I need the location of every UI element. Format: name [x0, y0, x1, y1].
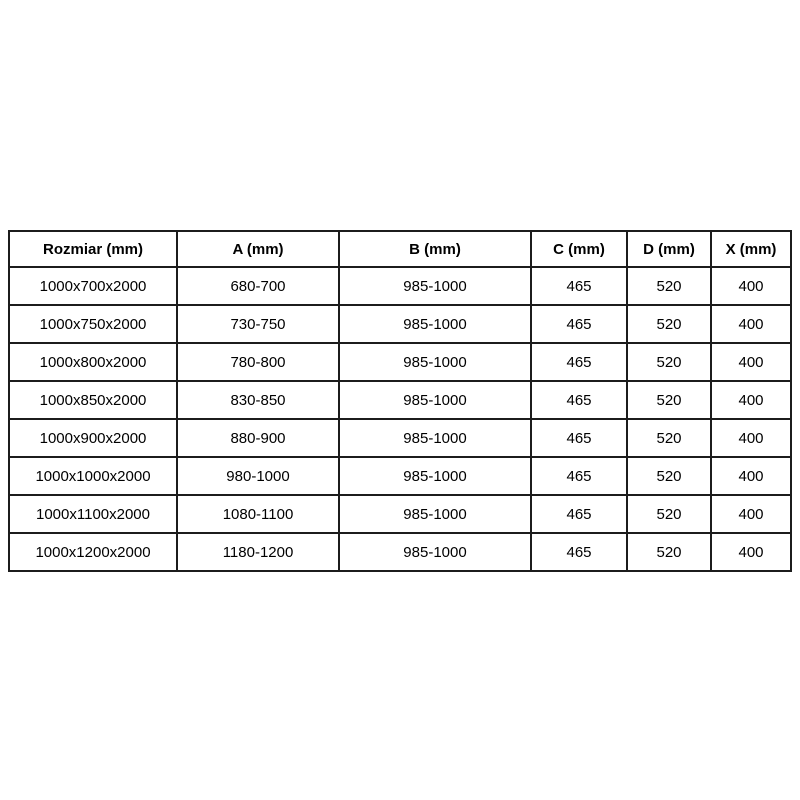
table-cell: 520 — [627, 457, 711, 495]
table-cell: 465 — [531, 419, 627, 457]
table-cell: 465 — [531, 305, 627, 343]
table-cell: 985-1000 — [339, 305, 531, 343]
table-row — [9, 267, 791, 305]
table-cell: 520 — [627, 533, 711, 571]
table-row — [9, 343, 791, 381]
table-cell: 1000x750x2000 — [9, 305, 177, 343]
column-header: Rozmiar (mm) — [9, 231, 177, 267]
table-cell: 400 — [711, 267, 791, 305]
table-cell: 1000x1000x2000 — [9, 457, 177, 495]
table-cell: 465 — [531, 267, 627, 305]
table-cell: 520 — [627, 419, 711, 457]
table-cell: 730-750 — [177, 305, 339, 343]
table-cell: 400 — [711, 381, 791, 419]
table-cell: 680-700 — [177, 267, 339, 305]
table-cell: 520 — [627, 381, 711, 419]
table-row — [9, 305, 791, 343]
table-cell: 465 — [531, 381, 627, 419]
table-cell: 1080-1100 — [177, 495, 339, 533]
table-cell: 780-800 — [177, 343, 339, 381]
table-body — [9, 267, 791, 571]
column-header: A (mm) — [177, 231, 339, 267]
table-cell: 985-1000 — [339, 495, 531, 533]
table-cell: 400 — [711, 343, 791, 381]
table-cell: 465 — [531, 533, 627, 571]
table-row — [9, 495, 791, 533]
table-cell: 520 — [627, 267, 711, 305]
table-cell: 400 — [711, 495, 791, 533]
table-cell: 985-1000 — [339, 533, 531, 571]
table-cell: 1000x1200x2000 — [9, 533, 177, 571]
table-cell: 465 — [531, 495, 627, 533]
table-cell: 520 — [627, 343, 711, 381]
column-header: X (mm) — [711, 231, 791, 267]
table-cell: 1000x1100x2000 — [9, 495, 177, 533]
table-cell: 520 — [627, 495, 711, 533]
table-cell: 985-1000 — [339, 267, 531, 305]
table-cell: 880-900 — [177, 419, 339, 457]
table-cell: 985-1000 — [339, 381, 531, 419]
table-cell: 1000x800x2000 — [9, 343, 177, 381]
column-header: D (mm) — [627, 231, 711, 267]
table-cell: 1000x700x2000 — [9, 267, 177, 305]
table-cell: 985-1000 — [339, 419, 531, 457]
column-header: B (mm) — [339, 231, 531, 267]
table-cell: 1000x850x2000 — [9, 381, 177, 419]
header-row — [9, 231, 791, 267]
table-row — [9, 533, 791, 571]
table-row — [9, 381, 791, 419]
dimensions-table — [8, 230, 792, 572]
table-cell: 985-1000 — [339, 457, 531, 495]
table-cell: 1000x900x2000 — [9, 419, 177, 457]
table-cell: 400 — [711, 305, 791, 343]
column-header: C (mm) — [531, 231, 627, 267]
table-cell: 830-850 — [177, 381, 339, 419]
table-row — [9, 419, 791, 457]
table-cell: 400 — [711, 533, 791, 571]
table-cell: 520 — [627, 305, 711, 343]
table-cell: 465 — [531, 343, 627, 381]
table-row — [9, 457, 791, 495]
table-cell: 985-1000 — [339, 343, 531, 381]
table-cell: 1180-1200 — [177, 533, 339, 571]
table-cell: 980-1000 — [177, 457, 339, 495]
table-cell: 465 — [531, 457, 627, 495]
table-cell: 400 — [711, 419, 791, 457]
table-cell: 400 — [711, 457, 791, 495]
